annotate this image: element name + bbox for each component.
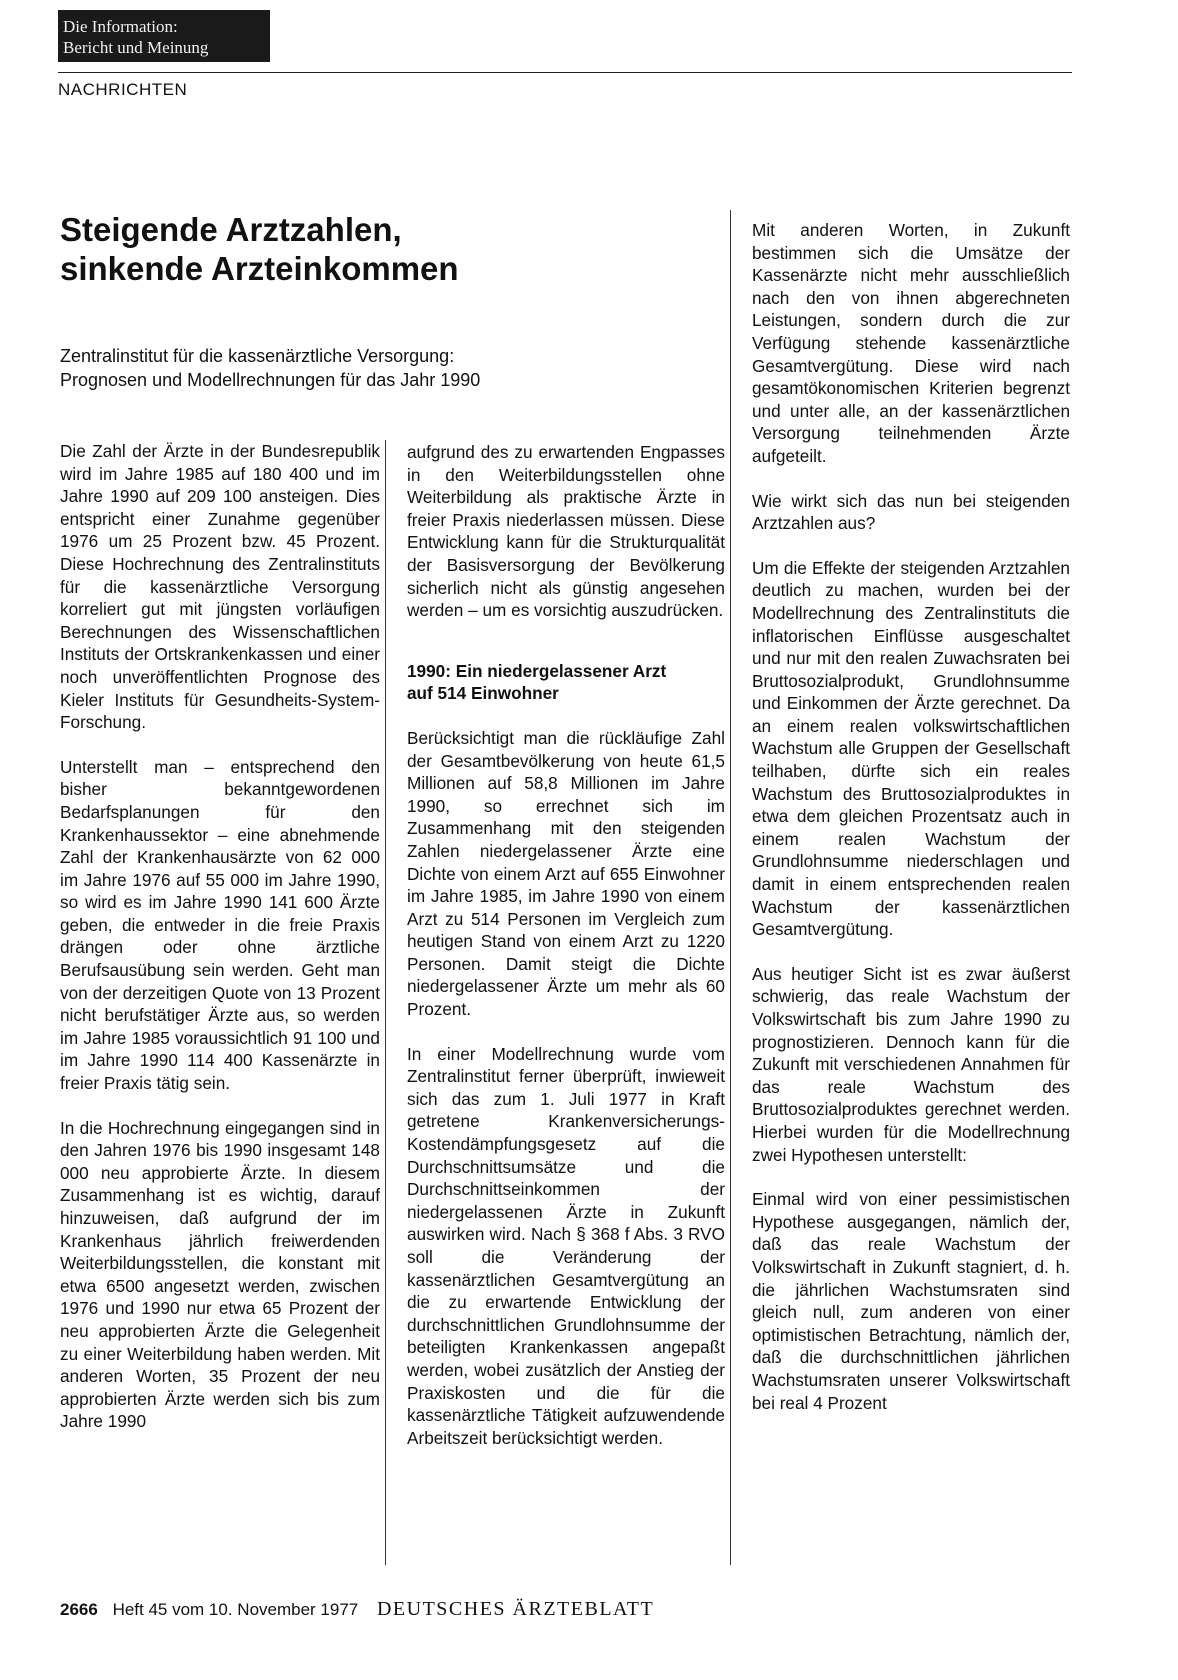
header-rule — [58, 72, 1072, 73]
subtitle-line-2: Prognosen und Modellrechnungen für das Jahr 1990 — [60, 370, 481, 390]
paragraph: Aus heutiger Sicht ist es zwar äußerst schwierig, das reale Wachstum der Volkswirtschaft bis zum Jahre 1990 zu prognostizieren. Dennoch kann für die Zukunft mit verschiedenen Annahmen für das reale Wachstum des Bruttosozialproduktes gerechnet werden. Hierbei wurden für die Modellrechnung zwei Hypothesen unterstellt: — [752, 963, 1070, 1165]
page-footer — [60, 1598, 654, 1621]
article-subtitle — [60, 344, 660, 392]
paragraph: Um die Effekte der steigenden Arztzahlen deutlich zu machen, wurden bei der Modellrechnung des Zentralinstituts die inflatorischen Einflüsse ausgeschaltet und nur mit den realen Zuwachsraten bei Bruttosozialprodukt, Grundlohnsumme und Einkommen der Ärzte gerechnet. Da an einem realen volkswirtschaftlichen Wachstum alle Gruppen der Gesellschaft teilhaben, dürfte sich ein reales Wachstum des Bruttosozialproduktes in etwa dem gleichen Prozentsatz auch in einem realen Wachstum der Grundlohnsumme niederschlagen und damit in einem entsprechenden realen Wachstum der kassenärztlichen Gesamtvergütung. — [752, 557, 1070, 940]
journal-name: DEUTSCHES ÄRZTEBLATT — [376, 1598, 655, 1620]
column-divider — [730, 210, 731, 1565]
paragraph: In einer Modellrechnung wurde vom Zentralinstitut ferner überprüft, inwieweit sich das zum 1. Juli 1977 in Kraft getretene Krankenversicherungs-Kostendämpfungsgesetz auf die Durchschnittsumsätze und die Durchschnittseinkommen der niedergelassenen Ärzte in Zukunft auswirken wird. Nach § 368 f Abs. 3 RVO soll die Veränderung der kassenärztlichen Gesamtvergütung an die zu erwartende Entwicklung der durchschnittlichen Grundlohnsumme der beteiligten Krankenkassen angepaßt werden, wobei zusätzlich der Anstieg der Praxiskosten und die für die kassenärztliche Tätigkeit aufzuwendende Arbeitszeit berücksichtigt werden. — [407, 1043, 725, 1448]
section-label: NACHRICHTEN — [58, 80, 188, 99]
paragraph: Berücksichtigt man die rückläufige Zahl der Gesamtbevölkerung von heute 61,5 Millionen auf 58,8 Millionen im Jahre 1990, so errechnet sich im Zusammenhang mit den steigenden Zahlen niedergelassener Ärzte eine Dichte von einem Arzt auf 655 Einwohner im Jahre 1985, im Jahre 1990 von einem Arzt zu 514 Personen im Vergleich zum heutigen Stand von einem Arzt zu 1220 Personen. Damit steigt die Dichte niedergelassener Ärzte um mehr als 60 Prozent. — [407, 727, 725, 1020]
paragraph: Die Zahl der Ärzte in der Bundesrepublik wird im Jahre 1985 auf 180 400 und im Jahre 1990 auf 209 100 ansteigen. Dies entspricht einer Zunahme gegenüber 1976 um 25 Prozent bzw. 45 Prozent. Diese Hochrechnung des Zentralinstituts für die kassenärztliche Versorgung korreliert gut mit jüngsten vorläufigen Berechnungen des Wissenschaftlichen Instituts der Ortskrankenkassen und einer noch unveröffentlichten Prognose des Kieler Instituts für Gesundheits-System-Forschung. — [60, 441, 380, 733]
paragraph: Wie wirkt sich das nun bei steigenden Arztzahlen aus? — [752, 490, 1070, 534]
paragraph: Einmal wird von einer pessimistischen Hypothese ausgegangen, nämlich der, daß das reale Wachstum der Volkswirtschaft in Zukunft stagniert, d. h. die jährlichen Wachstumsraten sind gleich null, zum anderen von einer optimistischen Betrachtung, nämlich der, daß die durchschnittlichen jährlichen Wachstumsraten unserer Volkswirtschaft bei real 4 Prozent — [752, 1189, 1070, 1413]
badge-line-2: Bericht und Meinung — [63, 38, 209, 57]
paragraph: Mit anderen Worten, in Zukunft bestimmen sich die Umsätze der Kassenärzte nicht mehr ausschließlich nach den von ihnen abgerechneten Leistungen, sondern durch die zur Verfügung stehende kassenärztliche Gesamtvergütung. Diese wird nach gesamtökonomischen Kriterien begrenzt und unter alle, an der kassenärztlichen Versorgung teilnehmenden Ärzte aufgeteilt. — [752, 220, 1070, 466]
text-column-2 — [407, 441, 725, 1471]
paragraph: In die Hochrechnung eingegangen sind in den Jahren 1976 bis 1990 insgesamt 148 000 neu approbierte Ärzte. In diesem Zusammenhang ist es wichtig, darauf hinzuweisen, daß aufgrund der im Krankenhaus jährlich freiwerdenden Weiterbildungsstellen, die konstant mit etwa 6500 angesetzt werden, zwischen 1976 und 1990 nur etwa 65 Prozent der neu approbierten Ärzte die Gelegenheit zu einer Weiterbildung haben werden. Mit anderen Worten, 35 Prozent der neu approbierten Ärzte werden sich bis zum Jahre 1990 — [60, 1117, 380, 1432]
page-number: 2666 — [60, 1600, 98, 1619]
title-line-2: sinkende Arzteinkommen — [60, 250, 459, 287]
paragraph: aufgrund des zu erwartenden Engpasses in den Weiterbildungsstellen ohne Weiterbildung als praktische Ärzte in freier Praxis niederlassen müssen. Diese Entwicklung kann für die Strukturqualität der Basisversorgung der Bevölkerung sicherlich nicht als günstig angesehen werden – um es vorsichtig auszudrücken. — [407, 442, 725, 621]
title-line-1: Steigende Arztzahlen, — [60, 211, 402, 248]
text-column-1 — [60, 440, 380, 1455]
paragraph: Unterstellt man – entsprechend den bisher bekanntgewordenen Bedarfsplanungen für den Krankenhaussektor – eine abnehmende Zahl der Krankenhausärzte von 62 000 im Jahre 1976 auf 55 000 im Jahre 1990, so wird es im Jahre 1990 141 600 Ärzte geben, die entweder in die freie Praxis drängen oder ohne ärztliche Berufsausübung sein werden. Geht man von der derzeitigen Quote von 13 Prozent nicht berufstätiger Ärzte aus, so werden im Jahre 1985 voraussichtlich 91 100 und im Jahre 1990 114 400 Kassenärzte in freier Praxis tätig sein. — [60, 756, 380, 1094]
subheading-line-1: 1990: Ein niedergelassener Arzt — [407, 660, 667, 681]
column-divider — [385, 440, 386, 1565]
article-title — [60, 210, 660, 288]
section-subheading — [407, 660, 725, 705]
subheading-line-2: auf 514 Einwohner — [407, 683, 559, 704]
badge-line-1: Die Information: — [63, 17, 178, 36]
subtitle-line-1: Zentralinstitut für die kassenärztliche Versorgung: — [60, 346, 455, 366]
section-badge — [58, 10, 270, 62]
text-column-3 — [752, 219, 1070, 1436]
issue-info: Heft 45 vom 10. November 1977 — [112, 1600, 359, 1619]
